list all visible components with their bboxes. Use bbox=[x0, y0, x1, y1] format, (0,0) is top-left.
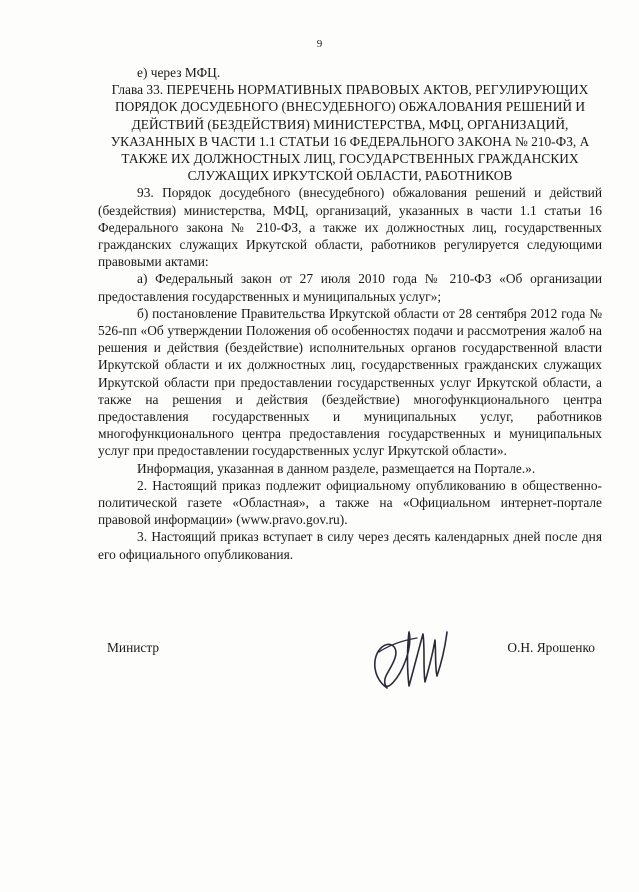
handwritten-signature bbox=[365, 618, 455, 703]
paragraph-2: 2. Настоящий приказ подлежит официальному опубликованию в общественно-политической газете «Областная», а также на «Официальном интернет-портале правовой информации» (www.pravo.gov.ru). bbox=[98, 477, 602, 528]
item-a: а) Федеральный закон от 27 июля 2010 года № 210-ФЗ «Об организации предоставления государственных и муниципальных услуг»; bbox=[98, 271, 602, 304]
paragraph-93: 93. Порядок досудебного (внесудебного) обжалования решений и действий (бездействия) министерства, МФЦ, организаций, указанных в части 1.1 статьи 16 Федерального закона № 210-ФЗ, а также их должностных лиц, государственных гражданских служащих Иркутской области, работников регулируется следующими правовыми актами: bbox=[98, 185, 602, 270]
signatory-title: Министр bbox=[107, 640, 160, 655]
item-e: е) через МФЦ. bbox=[137, 65, 221, 80]
page-number: 9 bbox=[316, 38, 323, 50]
chapter-heading: Глава 33. ПЕРЕЧЕНЬ НОРМАТИВНЫХ ПРАВОВЫХ АКТОВ, РЕГУЛИРУЮЩИХ ПОРЯДОК ДОСУДЕБНОГО (ВНЕСУДЕБНОГО) ОБЖАЛОВАНИЯ РЕШЕНИЙ И ДЕЙСТВИЙ (БЕЗДЕЙСТВИЯ) МИНИСТЕРСТВА, МФЦ, ОРГАНИЗАЦИЙ, УКАЗАННЫХ В ЧАСТИ 1.1 СТАТЬИ 16 ФЕДЕРАЛЬНОГО ЗАКОНА № 210-ФЗ, А ТАКЖЕ ИХ ДОЛЖНОСТНЫХ ЛИЦ, ГОСУДАРСТВЕННЫХ ГРАЖДАНСКИХ СЛУЖАЩИХ ИРКУТСКОЙ ОБЛАСТИ, РАБОТНИКОВ bbox=[110, 82, 590, 184]
item-b: б) постановление Правительства Иркутской области от 28 сентября 2012 года № 526-пп «Об утверждении Положения об особенностях подачи и рассмотрения жалоб на решения и действия (бездействие) исполнительных органов государственной власти Иркутской области и их должностных лиц, государственных гражданских служащих Иркутской области при предоставлении государственных услуг Иркутской области, а также на решения и действия (бездействие) многофункционального центра предоставления государственных и муниципальных услуг, работников многофункционального центра предоставления государственных и муниципальных услуг при предоставлении государственных услуг Иркутской области». bbox=[98, 305, 602, 459]
paragraph-3: 3. Настоящий приказ вступает в силу через десять календарных дней после дня его официального опубликования. bbox=[98, 529, 602, 562]
signatory-name: О.Н. Ярошенко bbox=[507, 640, 595, 655]
document-body bbox=[98, 64, 602, 563]
info-line: Информация, указанная в данном разделе, размещается на Портале.». bbox=[137, 460, 536, 476]
